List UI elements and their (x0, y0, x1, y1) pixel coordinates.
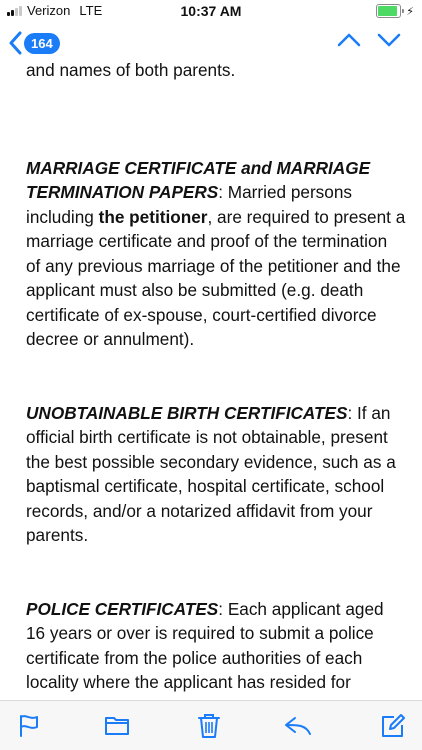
mail-toolbar (0, 700, 422, 750)
compose-icon[interactable] (380, 713, 406, 739)
battery-fill (378, 6, 397, 16)
marriage-text-pre: : Married persons including (26, 182, 352, 227)
marriage-bold-text: the petitioner (98, 206, 208, 227)
unread-count-badge: 164 (24, 33, 60, 54)
back-button[interactable] (8, 31, 60, 55)
reply-icon[interactable] (284, 716, 312, 736)
previous-message-button[interactable] (337, 32, 361, 48)
birth-paragraph (26, 401, 406, 548)
police-paragraph (26, 597, 406, 695)
network-type: LTE (79, 3, 103, 18)
intro-text: and names of both parents. (26, 60, 236, 80)
marriage-text-post: , are required to present a marriage certificate and proof of the termination of any previous marriage of the petitioner and the applicant must also be submitted (e.g. death certificate of ex-spouse, court-certified divorce decree or annulment). (26, 206, 406, 349)
marriage-heading: MARRIAGE CERTIFICATE and MARRIAGE TERMINATION PAPERS (26, 157, 371, 202)
flag-icon[interactable] (18, 714, 40, 738)
folder-icon[interactable] (104, 714, 130, 736)
police-text: : Each applicant aged 16 years or over is required to submit a police certificate from the police authorities of each locality where the applicant has resided for (26, 598, 384, 692)
birth-heading: UNOBTAINABLE BIRTH CERTIFICATES (26, 402, 348, 423)
carrier-name: Verizon (27, 3, 71, 18)
next-message-button[interactable] (377, 32, 401, 48)
marriage-paragraph (26, 156, 406, 352)
charging-bolt-icon: ⚡ (406, 5, 414, 18)
police-heading: POLICE CERTIFICATES (26, 598, 219, 619)
trash-icon[interactable] (197, 713, 221, 739)
birth-text: : If an official birth certificate is not obtainable, present the best possible secondary evidence, such as a baptismal certificate, hospital certificate, school records, and/or a notarized affidavit from your parents. (26, 402, 396, 545)
email-body (26, 56, 406, 704)
status-bar (0, 0, 422, 22)
status-time: 10:37 AM (180, 3, 242, 19)
battery-icon (376, 4, 414, 18)
chevron-left-icon (8, 31, 22, 55)
